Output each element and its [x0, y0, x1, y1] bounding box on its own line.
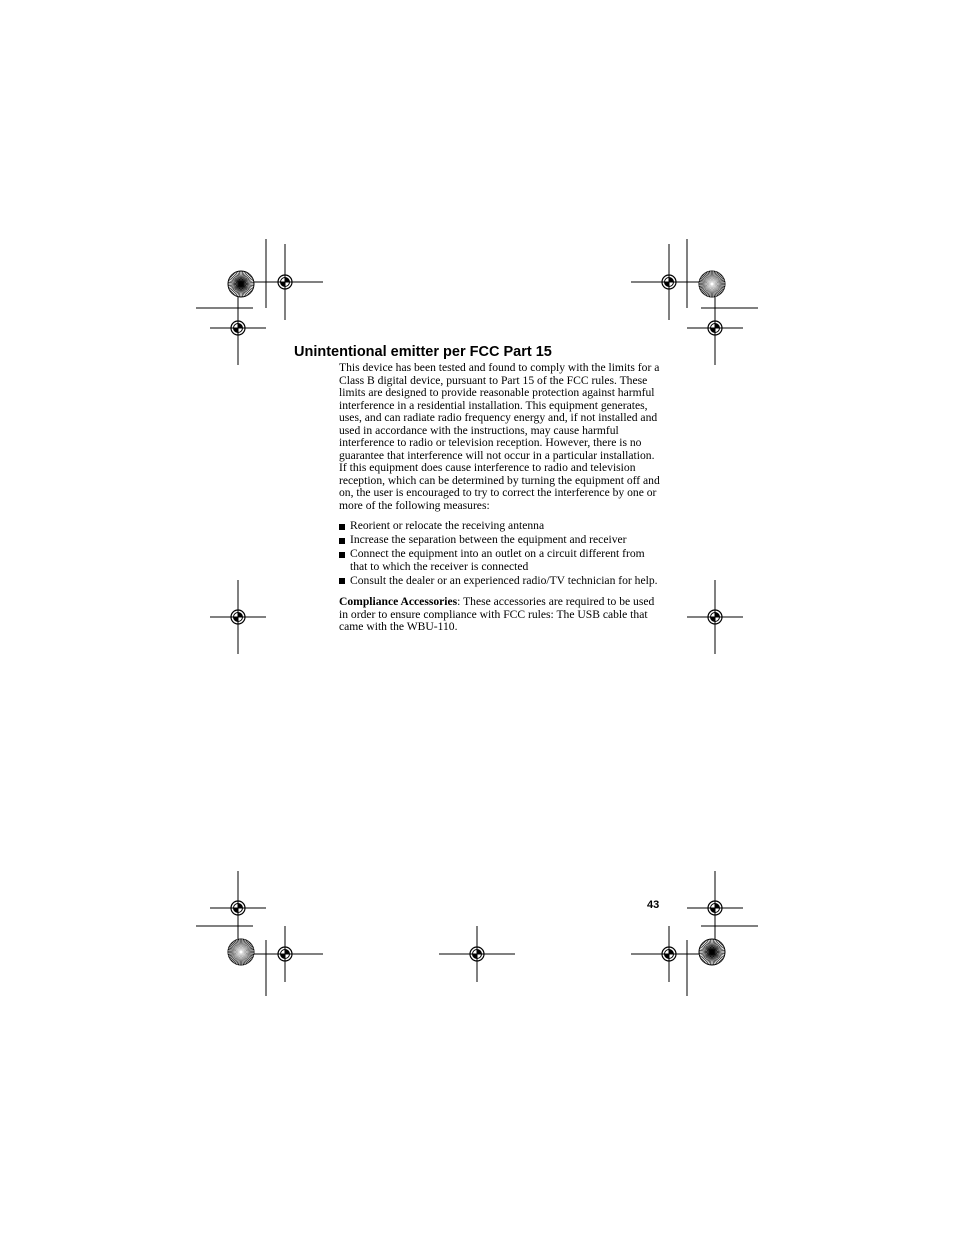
measures-list: [339, 520, 663, 587]
color-starburst-icon: [699, 939, 725, 965]
list-item: [339, 534, 663, 547]
registration-target-icon: [439, 926, 515, 982]
registration-target-icon: [210, 291, 266, 365]
list-item-text: Consult the dealer or an experienced radio/TV technician for help.: [350, 573, 658, 587]
square-bullet-icon: [339, 524, 345, 530]
list-item: [339, 520, 663, 533]
registration-target-icon: [687, 871, 743, 945]
registration-target-icon: [247, 926, 323, 982]
list-item: [339, 548, 663, 573]
registration-target-icon: [687, 580, 743, 654]
registration-target-icon: [210, 580, 266, 654]
list-item-text: Connect the equipment into an outlet on a circuit different from that to which the receiver is connected: [350, 547, 645, 573]
registration-target-icon: [210, 871, 266, 945]
intro-paragraph: This device has been tested and found to comply with the limits for a Class B digital device, pursuant to Part 15 of the FCC rules. These limits are designed to provide reasonable protection against harmful interference in a residential installation. This equipment generates, uses, and can radiate radio frequency energy and, if not installed and used in accordance with the instructions, may cause harmful interference to radio or television reception. However, there is no guarantee that interference will not occur in a particular installation. If this equipment does cause interference to radio and television reception, which can be determined by turning the equipment off and on, the user is encouraged to try to correct the interference by one or more of the following measures:: [339, 361, 660, 512]
list-item: [339, 575, 663, 588]
compliance-label: Compliance Accessories: [339, 595, 458, 608]
compliance-paragraph: [339, 596, 663, 634]
section-body: [339, 362, 663, 634]
color-starburst-icon: [228, 271, 254, 297]
registration-target-icon: [247, 244, 323, 320]
square-bullet-icon: [339, 552, 345, 558]
list-item-text: Reorient or relocate the receiving antenna: [350, 519, 545, 532]
compliance-text: : These accessories are required to be used in order to ensure compliance with FCC rules: The USB cable that came with the WBU-110.: [339, 595, 655, 633]
registration-target-icon: [631, 244, 707, 320]
page-number: 43: [647, 899, 660, 911]
square-bullet-icon: [339, 578, 345, 584]
section-heading: Unintentional emitter per FCC Part 15: [294, 344, 552, 360]
list-item-text: Increase the separation between the equipment and receiver: [350, 533, 627, 546]
square-bullet-icon: [339, 538, 345, 544]
color-starburst-icon: [699, 271, 725, 297]
registration-target-icon: [687, 291, 743, 365]
color-starburst-icon: [228, 939, 254, 965]
registration-target-icon: [631, 926, 707, 982]
